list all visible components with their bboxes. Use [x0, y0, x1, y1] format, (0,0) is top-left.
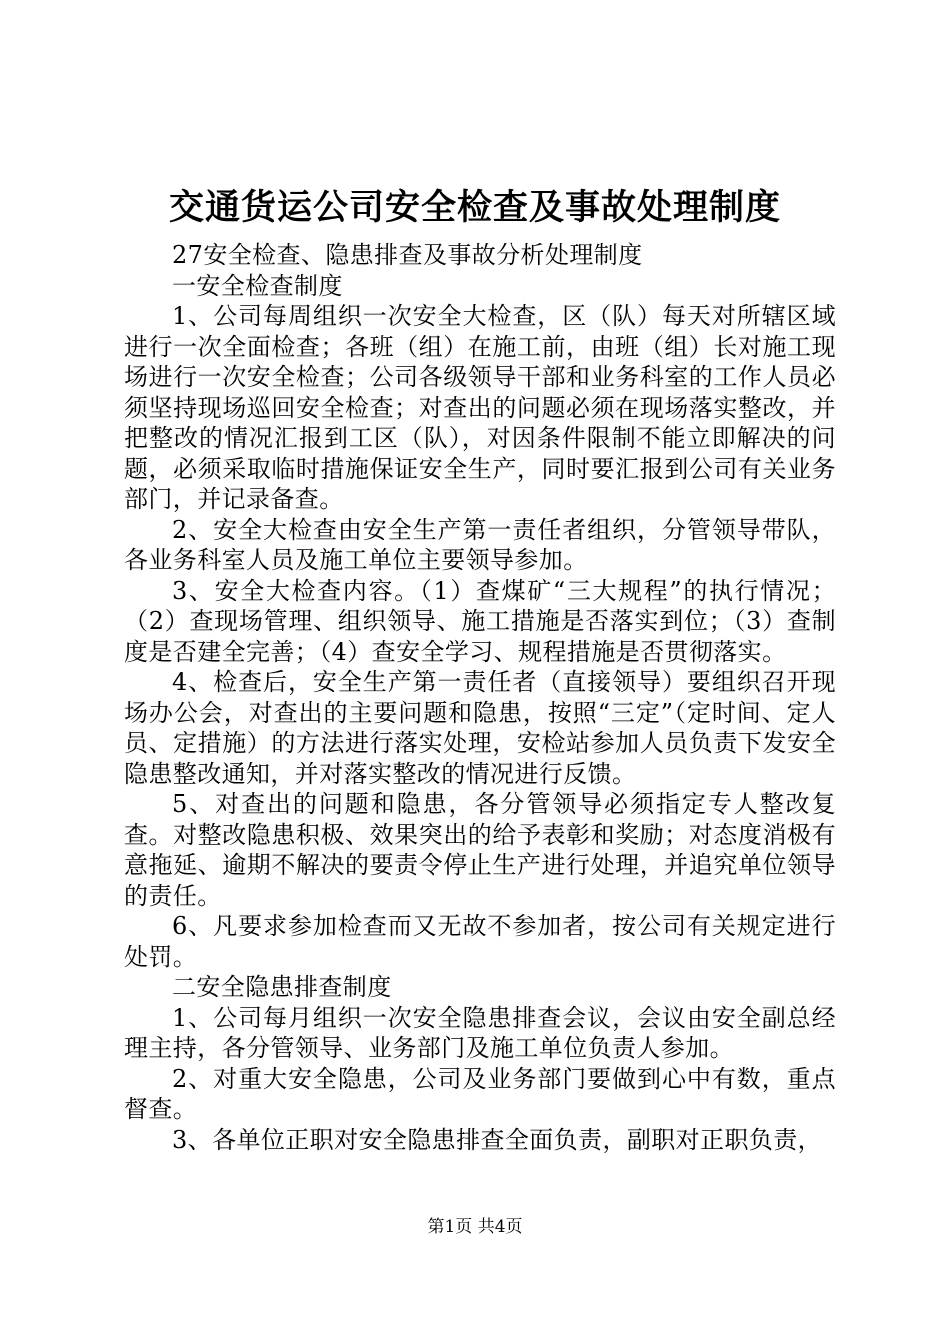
paragraph: 5、对查出的问题和隐患，各分管领导必须指定专人整改复查。对整改隐患积极、效果突出的给予表彰和奖励；对态度消极有意拖延、逾期不解决的要责令停止生产进行处理，并追究单位领导的责任。 [124, 790, 836, 910]
paragraph: 3、安全大检查内容。（1）查煤矿“三大规程”的执行情况；（2）查现场管理、组织领导、施工措施是否落实到位；（3）查制度是否建全完善；（4）查安全学习、规程措施是否贯彻落实。 [124, 576, 836, 666]
page-number: 第1页 共4页 [427, 1217, 523, 1237]
section-heading-1: 一安全检查制度 [172, 271, 343, 300]
document-subtitle: 27安全检查、隐患排查及事故分析处理制度 [172, 241, 643, 269]
document-title: 交通货运公司安全检查及事故处理制度 [168, 187, 781, 228]
paragraph: 2、对重大安全隐患，公司及业务部门要做到心中有数，重点督查。 [124, 1064, 836, 1123]
paragraph: 4、检查后，安全生产第一责任者（直接领导）要组织召开现场办公会，对查出的主要问题和隐患，按照“三定”（定时间、定人员、定措施）的方法进行落实处理，安检站参加人员负责下发安全隐患整改通知，并对落实整改的情况进行反馈。 [124, 668, 836, 788]
section-heading-2: 二安全隐患排查制度 [172, 973, 392, 1001]
paragraph: 2、安全大检查由安全生产第一责任者组织，分管领导带队，各业务科室人员及施工单位主要领导参加。 [124, 515, 836, 574]
document-body [124, 240, 836, 1155]
paragraph: 1、公司每周组织一次安全大检查，区（队）每天对所辖区域进行一次全面检查；各班（组）在施工前，由班（组）长对施工现场进行一次安全检查；公司各级领导干部和业务科室的工作人员必须坚持现场巡回安全检查；对查出的问题必须在现场落实整改，并把整改的情况汇报到工区（队），对因条件限制不能立即解决的问题，必须采取临时措施保证安全生产，同时要汇报到公司有关业务部门，并记录备查。 [124, 302, 836, 513]
paragraph: 1、公司每月组织一次安全隐患排查会议，会议由安全副总经理主持，各分管领导、业务部门及施工单位负责人参加。 [124, 1003, 836, 1062]
paragraph: 6、凡要求参加检查而又无故不参加者，按公司有关规定进行处罚。 [124, 912, 836, 971]
paragraph: 3、各单位正职对安全隐患排查全面负责，副职对正职负责， [172, 1125, 823, 1154]
